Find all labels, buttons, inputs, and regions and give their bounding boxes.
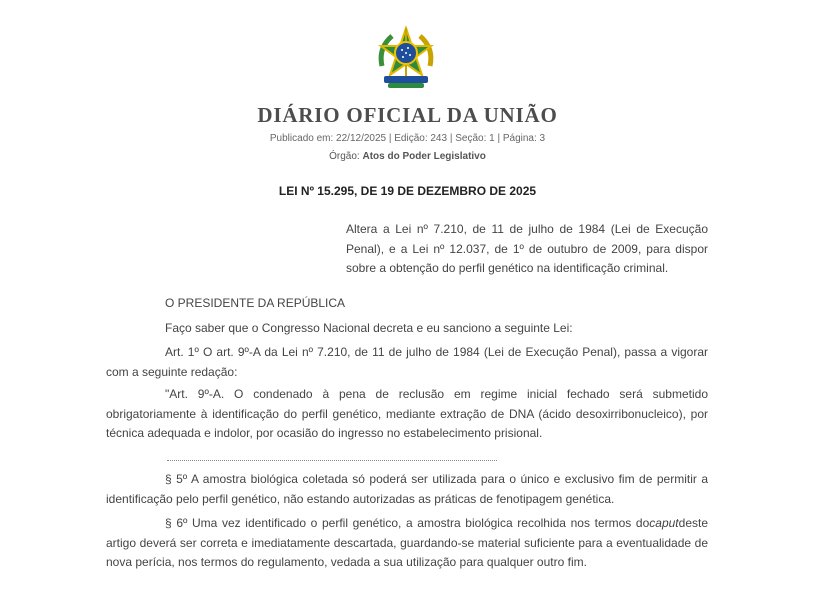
law-title: LEI Nº 15.295, DE 19 DE DEZEMBRO DE 2025 <box>278 184 537 198</box>
publication-meta: Publicado em: 22/12/2025 | Edição: 243 | Seção: 1 | Página: 3 <box>269 133 546 144</box>
orgao-label: Órgão: <box>329 151 360 162</box>
president-line: O PRESIDENTE DA REPÚBLICA <box>165 296 346 310</box>
orgao-value: Atos do Poder Legislativo <box>362 151 486 162</box>
paragraph-6-part-b: deste artigo deverá ser correta e imediatamente descartada, guardando-se material suficiente para a eventualidade de nova perícia, nos termos do regulamento, vedada a sua utilização para qualquer outro fim. <box>106 516 708 569</box>
paragraph-6 <box>106 514 708 573</box>
orgao-line <box>0 151 815 162</box>
paragraph-6-part-a: § 6º Uma vez identificado o perfil genético, a amostra biológica recolhida nos termos do <box>165 516 650 530</box>
omission-divider <box>167 460 497 461</box>
law-summary: Altera a Lei nº 7.210, de 11 de julho de 1984 (Lei de Execução Penal), e a Lei nº 12.037, de 1º de outubro de 2009, para dispor sobre a obtenção do perfil genético na identificação criminal. <box>346 222 708 275</box>
journal-title: DIÁRIO OFICIAL DA UNIÃO <box>257 103 558 127</box>
coat-of-arms-icon <box>372 26 440 92</box>
paragraph-6-caput: caput <box>649 516 679 530</box>
enactment-clause: Faço saber que o Congresso Nacional decreta e eu sanciono a seguinte Lei: <box>165 321 573 335</box>
article-1: Art. 1º O art. 9º-A da Lei nº 7.210, de 11 de julho de 1984 (Lei de Execução Penal), passa a vigorar com a seguinte redação: <box>106 345 708 379</box>
article-9a: "Art. 9º-A. O condenado à pena de reclusão em regime inicial fechado será submetido obrigatoriamente à identificação do perfil genético, mediante extração de DNA (ácido desoxirribonucleico), por técnica adequada e indolor, por ocasião do ingresso no estabelecimento prisional. <box>106 387 708 440</box>
paragraph-5: § 5º A amostra biológica coletada só poderá ser utilizada para o único e exclusivo fim de permitir a identificação pelo perfil genético, não estando autorizadas as práticas de fenotipagem genética. <box>106 472 708 506</box>
